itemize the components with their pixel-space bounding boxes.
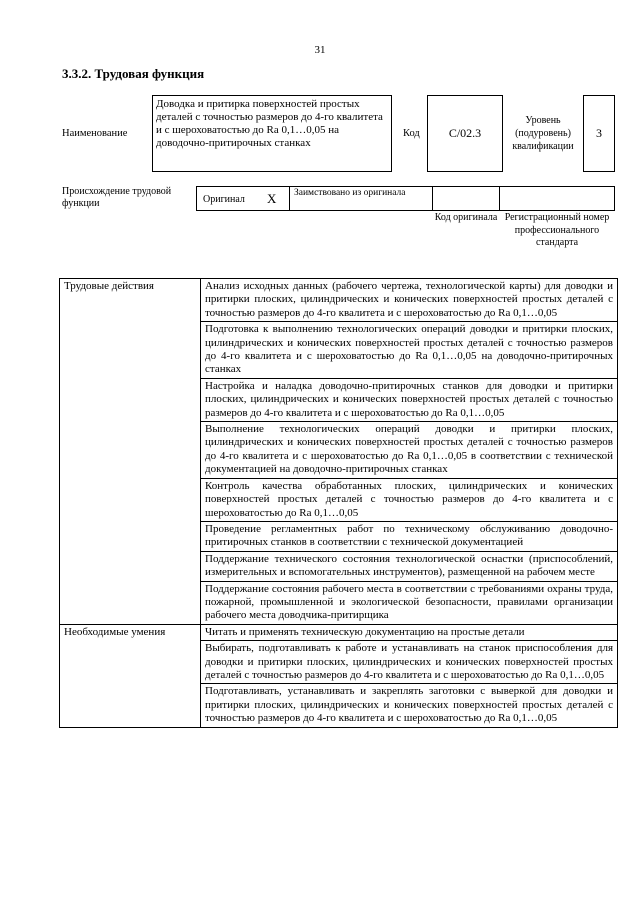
function-name-box (152, 95, 392, 172)
borrowed-cell (289, 186, 432, 211)
code-box (427, 95, 503, 172)
original-mark: X (267, 191, 277, 206)
original-label: Оригинал (203, 194, 245, 205)
row-item: Проведение регламентных работ по техническому обслуживанию доводочно-притирочных станков в соответствии с технической документацией (201, 521, 618, 551)
row-category: Трудовые действия (60, 279, 201, 625)
name-label: Наименование (62, 128, 128, 139)
page-bottom-fade (0, 890, 640, 905)
row-category: Необходимые умения (60, 624, 201, 727)
row-item: Настройка и наладка доводочно-притирочных станков для доводки и притирки плоских, цилиндрических и конических поверхностей простых деталей с точностью размеров до 4-го квалитета и с шероховатостью до Ra 0,1…0,05 (201, 378, 618, 421)
original-code-caption: Код оригинала (434, 212, 498, 223)
section-title: 3.3.2. Трудовая функция (62, 66, 205, 81)
table-row (60, 279, 618, 322)
original-code-cell (432, 186, 500, 211)
origin-label: Происхождение трудовой функции (62, 186, 172, 209)
level-label: Уровень (подуровень) квалификации (512, 115, 574, 152)
reg-number-caption: Регистрационный номер профессионального стандарта (504, 212, 610, 248)
level-box (583, 95, 615, 172)
original-cell (196, 186, 290, 211)
code-label: Код (403, 128, 420, 139)
page-number: 31 (314, 44, 326, 56)
function-name: Доводка и притирка поверхностей простых деталей с точностью размеров до 4-го квалитета и с шероховатостью до Ra 0,1…0,05 на доводочно-притирочных станках (156, 98, 383, 149)
row-item: Поддержание технического состояния технологической оснастки (приспособлений, измерительных и вспомогательных инструментов), размещенной на рабочем месте (201, 551, 618, 581)
row-item: Выбирать, подготавливать к работе и устанавливать на станок приспособления для доводки и притирки плоских, цилиндрических и конических поверхностей простых деталей с точностью размеров до 4-го квалитета и с шероховатостью до Ra 0,1…0,05 (201, 641, 618, 684)
level-value: 3 (596, 126, 602, 140)
borrowed-label: Заимствовано из оригинала (294, 188, 406, 198)
table-row (60, 624, 618, 640)
row-item: Подготовка к выполнению технологических операций доводки и притирки плоских, цилиндрических и конических поверхностей простых деталей с точностью размеров до 4-го квалитета и с шероховатостью до Ra 0,1…0,05 на доводочно-притирочных станках (201, 322, 618, 379)
row-item: Читать и применять техническую документацию на простые детали (201, 624, 618, 640)
row-item: Анализ исходных данных (рабочего чертежа, технологической карты) для доводки и притирки плоских, цилиндрических и конических поверхностей простых деталей с точностью размеров до 4-го квалитета и с шероховатостью до Ra 0,1…0,05 (201, 279, 618, 322)
code-value: C/02.3 (448, 126, 482, 140)
row-item: Контроль качества обработанных плоских, цилиндрических и конических поверхностей простых деталей с точностью размеров до 4-го квалитета и с шероховатостью до Ra 0,1…0,05 (201, 478, 618, 521)
reg-number-cell (499, 186, 615, 211)
row-item: Подготавливать, устанавливать и закреплять заготовки с выверкой для доводки и притирки плоских, цилиндрических и конических поверхностей простых деталей с точностью размеров до 4-го квалитета и с шероховатостью до Ra 0,1…0,05 (201, 684, 618, 727)
row-item: Выполнение технологических операций доводки и притирки плоских, цилиндрических и конических поверхностей простых деталей с точностью размеров до 4-го квалитета и с шероховатостью до Ra 0,1…0,05 в соответствии с технической документацией на доводочно-притирочных станках (201, 422, 618, 479)
row-item: Поддержание состояния рабочего места в соответствии с требованиями охраны труда, пожарной, промышленной и экологической безопасности, правилами организации рабочего места доводчика-притирщика (201, 581, 618, 624)
labor-function-table (59, 278, 618, 728)
